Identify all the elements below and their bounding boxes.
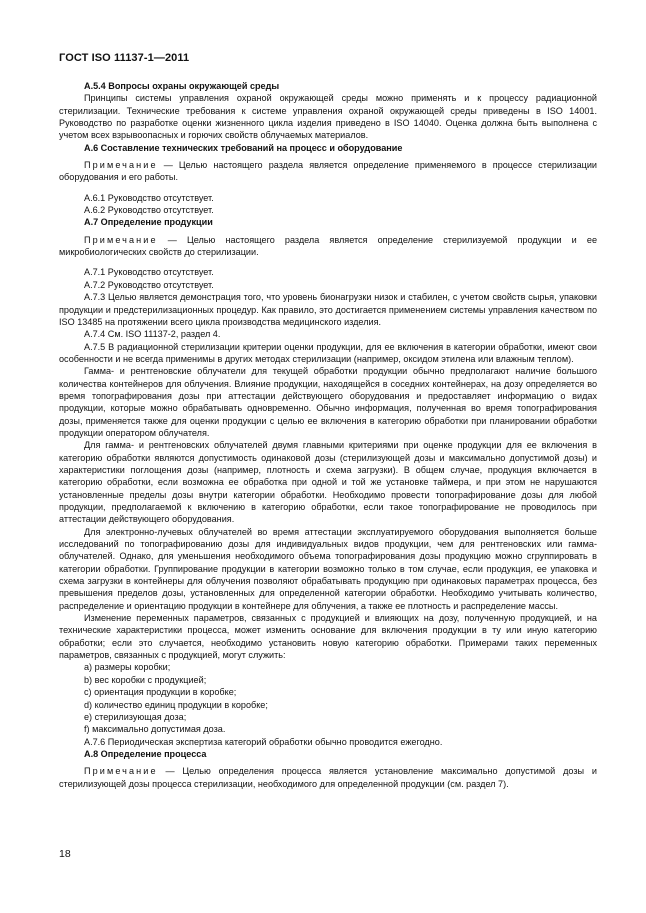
document-header: ГОСТ ISO 11137-1—2011 <box>59 52 190 64</box>
list-item: f) максимально допустимая доза. <box>84 724 226 735</box>
note-label: Примечание <box>84 160 158 171</box>
note-a7 <box>59 234 597 259</box>
paragraph-ebeam: Для электронно-лучевых облучателей во время аттестации эксплуатируемого оборудования выполняется больше исследований по топографированию дозы для индивидуальных видов продукции, чем для рентгеновских или гамма-облучателей. Однако, для уменьшения необходимого объема топографирования дозы продукцию можно сгруппировать в категории обработки. Группирование продукции в категории возможно только в том случае, если продукция, ее упаковка и схема загрузки в контейнеры для облучения позволяют обрабатывать продукцию при одинаковых параметрах процесса, без превышения пределов дозы, установленных для определенной категории обработки. Необходимо учитывать количество, распределение и ориентацию продукции в контейнере для облучения, а также ее плотность и распределение массы. <box>59 526 597 611</box>
heading-a6: А.6 Составление технических требований на процесс и оборудование <box>84 142 403 153</box>
note-a8 <box>59 765 597 790</box>
note-text: — Целью настоящего раздела является определение стерилизуемой продукции и ее микробиологических свойств до стерилизации. <box>59 234 597 258</box>
list-item: а) размеры коробки; <box>84 662 171 673</box>
paragraph-a54: Принципы системы управления охраной окружающей среды можно применять и к процессу радиационной стерилизации. Технические требования к системе управления охраной окружающей среды приведены в ISO 14001. Руководство по разработке оценки жизненного цикла изделия приведено в ISO 14040. Оценка должна быть выполнена с учетом всех взрывоопасных и горючих свойств облучаемых материалов. <box>59 93 597 141</box>
note-a6 <box>59 159 597 184</box>
note-text: — Целью определения процесса является установление максимально допустимой дозы и стерилизующей дозы процесса стерилизации, необходимого для определенной продукции (см. раздел 7). <box>59 766 597 789</box>
item-a76: А.7.6 Периодическая экспертиза категорий обработки обычно проводится ежегодно. <box>84 736 443 747</box>
paragraph-criteria: Для гамма- и рентгеновских облучателей двумя главными критериями при оценке продукции для ее включения в категорию обработки являются допустимость одинаковой дозы (стерилизующей дозы и максимально допустимой дозы) и характеристики поглощения дозы (например, плотность и схема загрузки). В общем случае, продукция включается в категорию обработки, если возможна ее обработка при одной и той же установке таймера, и при этом не нарушаются установленные пределы дозы внутри категории обработки. Необходимо провести топографирование дозы для любой продукции, предполагаемой к включению в категорию обработки, если такое топографирование не проводилось при аттестации действующего оборудования. <box>59 440 597 525</box>
heading-a54: А.5.4 Вопросы охраны окружающей среды <box>84 81 280 91</box>
list-item: b) вес коробки с продукцией; <box>84 674 207 685</box>
item-a61: А.6.1 Руководство отсутствует. <box>84 192 214 203</box>
page-number: 18 <box>59 848 71 860</box>
item-a75: А.7.5 В радиационной стерилизации критерии оценки продукции, для ее включения в категории обработки, имеют свои особенности и не всегда применимы в других методах стерилизации (например, оксидом этилена или влажным теплом). <box>59 341 597 364</box>
heading-a8: А.8 Определение процесса <box>84 748 207 759</box>
note-label: Примечание <box>84 766 158 777</box>
item-a74: А.7.4 См. ISO 11137-2, раздел 4. <box>84 329 221 340</box>
list-item: с) ориентация продукции в коробке; <box>84 687 237 698</box>
item-a62: А.6.2 Руководство отсутствует. <box>84 205 214 216</box>
item-a72: А.7.2 Руководство отсутствует. <box>84 279 214 290</box>
list-item: е) стерилизующая доза; <box>84 711 187 722</box>
item-a73: А.7.3 Целью является демонстрация того, что уровень бионагрузки низок и стабилен, с учетом свойств сырья, упаковки продукции и предстерилизационных процедур. Как правило, это достигается применением системы управления качеством по ISO 13485 на протяжении всего цикла производства медицинского изделия. <box>59 292 597 327</box>
paragraph-change: Изменение переменных параметров, связанных с продукцией и влияющих на дозу, полученную продукцией, и на технические характеристики процесса, может изменить основание для включения продукции в ту или иную категорию обработки; если это случается, необходимо установить новую категорию обработки. Примерами таких переменных параметров, связанных с продукцией, могут служить: <box>59 613 597 661</box>
note-text: — Целью настоящего раздела является определение применяемого в процессе стерилизации оборудования и его работы. <box>59 160 597 183</box>
note-label: Примечание <box>84 234 158 245</box>
heading-a7: А.7 Определение продукции <box>84 217 213 228</box>
item-a71: А.7.1 Руководство отсутствует. <box>84 267 214 278</box>
document-body <box>59 80 597 798</box>
list-item: d) количество единиц продукции в коробке; <box>84 699 268 710</box>
paragraph-gamma: Гамма- и рентгеновские облучатели для текущей обработки продукции обычно предполагают наличие большого количества контейнеров для облучения. Влияние продукции, находящейся в соседних контейнерах, на дозу определяется во время топографирования дозы при аттестации действующего оборудования и предоставляет информацию о видах продукции, которые можно обрабатывать одновременно. Обычно информация, полученная во время топографирования дозы, применяется также для оценки продукции с целью ее включения в категорию обработки при планировании обработки продукции оператором облучателя. <box>59 366 597 438</box>
